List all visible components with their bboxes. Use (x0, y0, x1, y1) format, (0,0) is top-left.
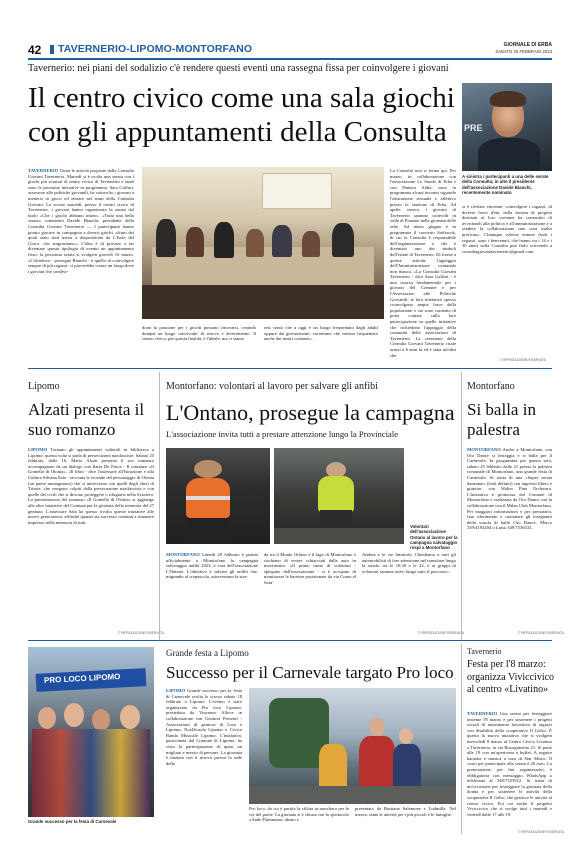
main-col-5: si è rivelata vincente: coinvolgere i ragazzi, di diverse fasce d'età, nella stesura di progetti destinati ai loro coetanei ha consentito di avvicinarli alla politica e all'amministrazione e a rendere la collaborazione una cosa molto proficua». Chiunque volesse entrare (tutti i ragazzi, sono i benvenuti, che hanno tra i 14 e i 30 anni) nella Consulta può farlo scrivendo a consultagiovanitavernerio@gmail.com. (462, 204, 552, 254)
game-night-photo (142, 167, 384, 319)
page-number: 42 (28, 43, 42, 57)
palestra-copyright: © RIPRODUZIONE RISERVATA (518, 631, 564, 635)
carnival-col-2: Pro loco, da cui è partita la sfilata in maschera per le vie del paese. La giornata si è chiusa con lo spettacolo «Ande Flammam» ideato e (249, 806, 349, 823)
marzo-dateline: TAVERNERIO (467, 711, 498, 716)
ontano-title: L'Ontano, prosegue la campagna (166, 400, 455, 425)
ontano-kicker: Montorfano: volontari al lavoro per salvare gli anfibi (166, 381, 378, 392)
carnival-photo-caption: Grande successo per la festa di Carnevale (28, 819, 117, 824)
lipomo-copyright: © RIPRODUZIONE RISERVATA (118, 631, 164, 635)
newspaper-name: GIORNALE DI ERBA (503, 42, 552, 48)
ontano-dateline: MONTORFANO (166, 552, 200, 557)
carnival-costume-photo (249, 688, 456, 804)
carnival-col-1 (166, 688, 242, 818)
banner-text: PRO LOCO LIPOMO (43, 672, 121, 685)
president-portrait-photo: PRE (462, 83, 552, 171)
ontano-copyright: © RIPRODUZIONE RISERVATA (418, 631, 464, 635)
marzo-text (467, 711, 552, 827)
ontano-col-3: Andrea e le vie limitrofe. Chiediamo a tutti gli automobilisti di fare attenzione nel transitare lungo la strada, tra le 18.30 e le 22, e ai gruppi di volontari saranno attivi lungo tutto il percorso». (362, 552, 456, 574)
carnival-title: Successo per il Carnevale targato Pro loco (166, 663, 454, 682)
lipomo-dateline: LIPOMO (28, 447, 48, 452)
ontano-col-1 (166, 552, 258, 632)
main-col-1 (28, 168, 134, 364)
marzo-town: Tavernerio (467, 647, 502, 656)
col-divider-bottom (461, 644, 462, 834)
carnival-dateline: LIPOMO (166, 688, 186, 693)
ontano-subtitle: L'associazione invita tutti a prestare attenzione lungo la Provinciale (166, 429, 399, 439)
lipomo-title: Alzati presenta il suo romanzo (28, 400, 145, 439)
header-rule (28, 58, 552, 60)
marzo-copyright: © RIPRODUZIONE RISERVATA (518, 830, 564, 834)
lipomo-town: Lipomo (28, 381, 60, 392)
page-header (28, 42, 552, 58)
issue-date: SABATO 25 FEBBRAIO 2023 (495, 49, 552, 54)
main-dateline: TAVERNERIO (28, 168, 59, 173)
marzo-body: Una serata per festeggiare insieme l'8 marzo e per sostenere i progetti sociali di inserimento lavorativo di ragazzi con disabilità della cooperativa Il Gelso. È questa la nuova iniziativa che si svolgerà mercoledì 8 marzo al Centro Civico Livatino a Tavernerio, in via Risorgimento 21. Si parte alle 19 con un'apericena a buffet. A seguire karaoke e musica a cura di Star Music. Il costo per partecipare alla serata è 20 euro. La prenotazione, per fini organizzativi, è obbligatoria con messaggio WhatsApp o telefonata al 348/7353912. Si tratta di un'occasione per festeggiare la giornata della donna e per sostenere le attività della cooperativa Il Gelso, che gestisce le attività al centro civico. Poi cui anche il progetto Viviccivico che si svolge tutti i martedì e venerdì dalle 17 alle 19. (467, 711, 552, 817)
palestra-town: Montorfano (467, 381, 515, 392)
carnival-kicker: Grande festa a Lipomo (166, 648, 249, 658)
volunteers-photo-left (166, 448, 270, 544)
lipomo-text (28, 447, 154, 631)
palestra-dateline: MONTORFANO (467, 447, 501, 452)
col-divider-right (461, 372, 462, 640)
palestra-text (467, 447, 552, 631)
main-col-2: dono la passione per i giochi possano ritrovarsi, creando dunque un luogo conviviale, di ritrovo e divertimento. Il centro civico, per questa finalità, è l'ideale, ma ci siamo (142, 325, 256, 342)
section-title: TAVERNERIO-LIPOMO-MONTORFANO (58, 43, 253, 55)
main-kicker: Tavernerio: nei piani del sodalizio c'è rendere questi eventi una rassegna fissa per coinvolgere i giovani (28, 63, 449, 74)
ontano-photo-caption: Volontari dell'associazione Ontano al lavoro per la campagna salvataggio rospi a Montorfano (410, 524, 458, 551)
main-title-line1: Il centro civico come una sala giochi (28, 82, 455, 114)
middle-bottom-rule (28, 640, 552, 641)
main-title-line2: con gli appuntamenti della Consulta (28, 116, 447, 148)
header-marker (50, 45, 54, 54)
carnival-col1-text: Grande successo per la festa di Carnevale svolta lo scorso sabato 18 febbraio a Lipomo. L'evento è stato organizzato da Pro loco Lipomo, presieduta da Vincenzo Alloca in collaborazione con Genitori Presenti - Associazioni di genitori di Lora e Lipomo, Noi4Scuola Lipomo e Civico Banda Musicale Lipomo. L'iniziativa, patrocinata dal Comune di Lipomo, ha visto la partecipazione di quasi un migliaio e mezzo di persone. La giornata è iniziata con il ritrovo presso la sede della (166, 688, 242, 766)
lipomo-body: Tornano gli appuntamenti culturali in biblioteca a Lipomo: questa volta si parla di persecuzioni nazifasciste. Sabato 25 febbraio, dalle 16, Mario Alzati presenta il suo romanzo accompagnato da un dialogo con Ilaria De Pasca - Il romanzo «Il Gomello di Olonia». «Il libro - dice l'assessore all'Istruzione e alla Cultura Silvana Sala - racconta le vicende del personaggio di Olonia (un paese immaginario) che si intrecciano con quelli degli ebrei di Trieste, che vengono colpiti dalla persecuzione nazifascista e con quelle dei civili che si devono proteggere o rifugiarsi nella Svizzera. La presentazione del romanzo «Il Gomello di Olonia» si aggiunge alle altre iniziative del Comune per la giornata della memoria del 27 gennaio. L'assessore Sala ha spesso rivolto queste iniziative alle nuove generazioni, affinché quanto sia successo continui a rimanere impresso nella memoria di tutti. (28, 447, 154, 525)
carnival-col-3: presentato da Bastiano Salemone e Ludmilla. Nel mezzo, tante le attività per i più piccoli e le famiglie. (355, 806, 456, 817)
palestra-title: Si balla in palestra (467, 400, 536, 439)
carnival-photo (28, 647, 154, 817)
main-col1-text: Torna le attività proposte dalla Consulta Giovani Tavernerio. Martedì si è svolta una serata con i giochi più svariati al centro civico di Tavernerio e tante sono le prossime iniziative in programma. Sara Gaffuri, assessore alle politiche giovanili, ha coinvolto i giovani a mettersi in gioco ed entrare nel team della Consulta Giovani. Lo scorso martedì, presso il centro civico di Tavernerio, i giovani hanno organizzato la serata dal titolo «Che i giochi abbiano inizio». «Tutta una bella serata» commenta Davide Bianchi, presidente della Consulta Giovani Tavernerio — I partecipanti hanno potuto giocare in compagnia a diversi giochi, alcuni dei quali sono stati messi a disposizione da L'Isola del Gioco. che ringraziamo.» L'idea è di provare a far diventare questa tipologia di evento un appuntamento fisso: la prossima serata si svolgerà giovedì 16 marzo. «L'obiettivo - prosegue Bianchi - è quello di coinvolgere sempre di più ragazzi: ci piacerebbe creare un luogo dove i giovani che condivi- (28, 168, 134, 274)
ontano-col1-text: Lunedì 20 febbraio è partita ufficialmente a Montorfano la campagna salvataggio anfibi 2023, a cura dell'associazione L'Ontano. L'obiettivo è salvare gli anfibi che, migrando al crepuscolo, attraversano la stra- (166, 552, 258, 580)
volunteers-photo-right (274, 448, 404, 544)
marzo-title: Festa per l'8 marzo: organizza Viviccivico al centro «Livatino» (467, 659, 555, 695)
main-col-4: La Consulta non si ferma qui. Per marzo, in collaborazione con l'associazione Lo Snodo di Erba e con Pantera Aldia, sono in programma alcuni incontri riguardo l'educazione sessuale e affettivo presso la stazione di Erba. Ad aprile, invece, i giovani di Tavernerio saranno coinvolti in valle di Ponzate nella giornata delle erbe. Ad inizio giugno è in programma il concerto Saiferock, di cui la Consulta è responsabile dell'organizzazione e che è diventato uno dei simboli dell'estate di Tavernerio. Di fronte a queste attività, l'appoggio dell'Amministrazione comunale non manca. «La Consulta Giovani Tavernerio - dice Sara Gaffuri - è una risorsa fondamentale per i giovani del Comune e per l'Assessorato alle Politiche Giovanili: le loro iniziative spesso coinvolgono ampie fasce della popolazione e sia sono contento di poter contare sulla loro partecipazione in quelle iniziative che richiedono l'appoggio della comunità delle associazioni di Tavernerio. La creazione della Consulta Giovani Tavernerio risale ormai a 6 anni fa ed è stata un'idea che (390, 168, 456, 358)
col-divider-left (159, 372, 160, 640)
main-bottom-rule (28, 368, 552, 369)
palestra-body: Anche a Montorfano, con Oro Dance si festeggia e si balla per il Carnevale. In programma per questa sera, sabato 25 febbraio dalle 21 presso la palestra comunale di Montorfano, una grande festa di Carnevale. Si tratta di una «Super serata danzante» (look definiti) con ingresso libero e gratuito: con Walter Pina Orchestra. L'iniziativa è promossa dal Comune di Montorfano e realizzata da Oro Dance con la collaborazione con il Milan Club Montorfano. Per maggiori informazioni e per prenotarsi, fare riferimento e contattare gli insegnanti della scuola di ballo Oro Dance: Marco 339/4193204 o Luisa 349/7536533. (467, 447, 552, 531)
main-col-3: resi conto che a oggi è un luogo frequentato dagli adulti oppure dai giovanissimi: vorremmo che venisse frequentato anche dai nostri coetanei». (264, 325, 378, 342)
ontano-col-2: da tra il Monte Orfano e il lago di Montorfano e rischiano di essere schiacciati dalle auto in movimento. «Il primo turno di volontari - spiegano dall'associazione - si è occupato di monitorare le barriere posizionate da via Como al Sant' (264, 552, 356, 585)
main-copyright: © RIPRODUZIONE RISERVATA (500, 358, 546, 362)
main-photo-caption: A sinistra i partecipanti a una delle serate della Consulta; in alto il presidente dell'associazione Davide Bianchi, recentemente nominato (462, 174, 549, 195)
